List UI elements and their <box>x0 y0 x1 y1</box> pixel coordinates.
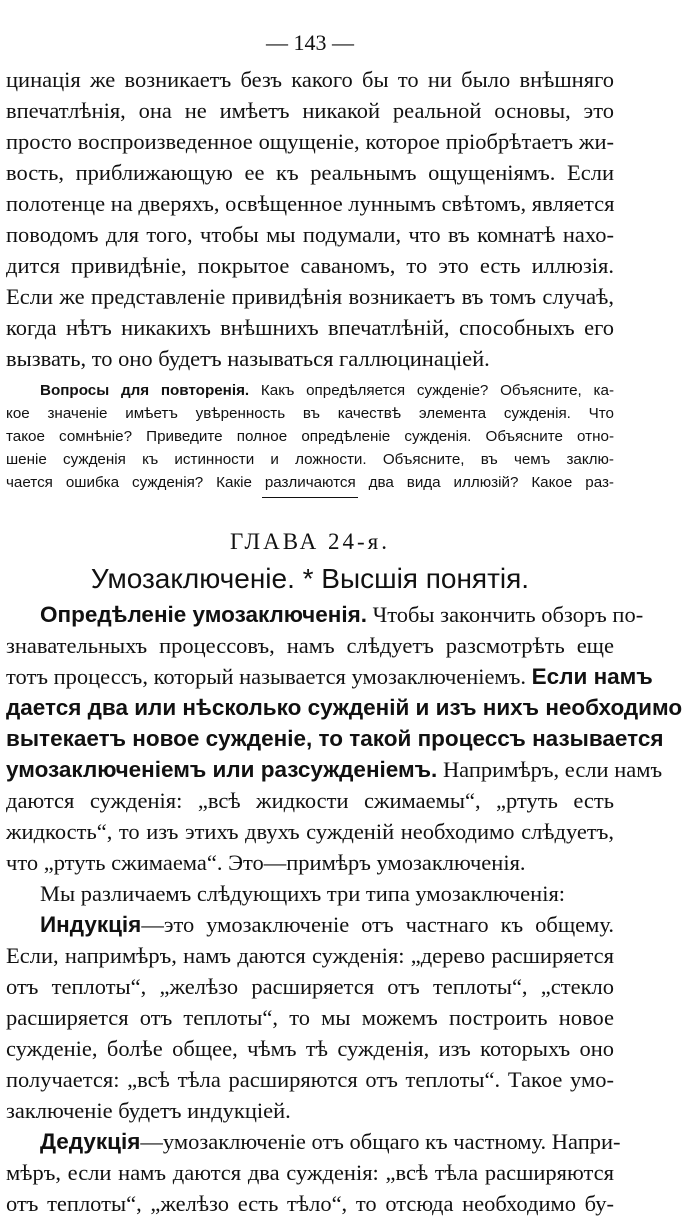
text-line: что „ртуть сжимаема“. Это—примѣръ умозаключенія. <box>6 850 526 875</box>
text-line: отъ теплоты“, „желѣзо расширяется отъ теплоты“, „стекло <box>6 974 614 999</box>
page-number: — 143 — <box>266 30 354 55</box>
questions-heading: Вопросы для повторенія. <box>40 382 250 399</box>
induction-heading: Индукція <box>40 912 142 937</box>
deduction-heading: Дедукція <box>40 1129 141 1154</box>
text-line: расширяется отъ теплоты“, то мы можемъ построить новое <box>6 1005 614 1030</box>
text-line: заключеніе будетъ индукціей. <box>6 1098 291 1123</box>
text-line: дится привидѣніе, покрытое саваномъ, то это есть иллюзія. <box>6 253 614 278</box>
text-line: Если, напримѣръ, намъ даются сужденія: „дерево расширяется <box>6 943 614 968</box>
questions-line: шеніе сужденія къ истинности и ложности. Объясните, въ чемъ заклю- <box>6 451 614 468</box>
questions-line: чается ошибка сужденія? Какіе различаются два вида иллюзій? Какое раз- <box>6 474 614 491</box>
section-divider <box>262 497 358 498</box>
chapter-title: Умозаключеніе. * Высшія понятія. <box>90 563 530 594</box>
text-line: впечатлѣнія, она не имѣетъ никакой реальной основы, это <box>6 98 614 123</box>
text-line: поводомъ для того, чтобы мы подумали, что въ комнатѣ нахо- <box>6 222 614 247</box>
questions-line: Вопросы для повторенія. Какъ опредѣляется сужденіе? Объясните, ка- <box>40 382 614 399</box>
text-line: тотъ процессъ, который называется умозаключеніемъ. Если намъ <box>6 664 653 689</box>
text-line: вытекаетъ новое сужденіе, то такой процессъ называется <box>6 726 664 751</box>
text-line: дается два или нѣсколько сужденій и изъ нихъ необходимо <box>6 695 682 720</box>
text-line: получается: „всѣ тѣла расширяются отъ теплоты“. Такое умо- <box>6 1067 614 1092</box>
text-line: вызвать, то оно будетъ называться галлюцинаціей. <box>6 346 490 371</box>
definition-heading: Опредѣленіе умозаключенія. <box>40 602 367 627</box>
text-line: цинація же возникаетъ безъ какого бы то ни было внѣшняго <box>6 67 614 92</box>
text-line: умозаключеніемъ или разсужденіемъ. Напримѣръ, если намъ <box>6 757 663 782</box>
text-line: полотенце на дверяхъ, освѣщенное луннымъ свѣтомъ, является <box>6 191 615 216</box>
text-line: мѣръ, если намъ даются два сужденія: „всѣ тѣла расширяются <box>6 1160 614 1185</box>
text-line: даются сужденія: „всѣ жидкости сжимаемы“, „ртуть есть <box>6 788 614 813</box>
text-line: отъ теплоты“, „желѣзо есть тѣло“, то отсюда необходимо бу- <box>6 1191 614 1216</box>
questions-line: такое сомнѣніе? Приведите полное опредѣленіе сужденія. Объясните отно- <box>6 428 614 445</box>
text-line: жидкость“, то изъ этихъ двухъ сужденій необходимо слѣдуетъ, <box>6 819 614 844</box>
text-line: Опредѣленіе умозаключенія. Чтобы закончить обзоръ по- <box>40 602 644 627</box>
chapter-label: ГЛАВА 24-я. <box>229 529 391 554</box>
text-line: когда нѣтъ никакихъ внѣшнихъ впечатлѣній, способныхъ его <box>6 315 614 340</box>
text-line: знавательныхъ процессовъ, намъ слѣдуетъ разсмотрѣть еще <box>6 633 614 658</box>
text-line: сужденіе, болѣе общее, чѣмъ тѣ сужденія, изъ которыхъ оно <box>6 1036 614 1061</box>
text-line: Если же представленіе привидѣнія возникаетъ въ томъ случаѣ, <box>6 284 614 309</box>
text-line: вость, приближающую ее къ реальнымъ ощущеніямъ. Если <box>6 160 614 185</box>
questions-line: кое значеніе имѣетъ увѣренность въ качествѣ элемента сужденія. Что <box>6 405 614 422</box>
text-line: Дедукція—умозаключеніе отъ общаго къ частному. Напри- <box>40 1129 621 1154</box>
text-line: просто воспроизведенное ощущеніе, которое пріобрѣтаетъ жи- <box>6 129 614 154</box>
text-line: Мы различаемъ слѣдующихъ три типа умозаключенія: <box>40 881 566 906</box>
text-line: Индукція—это умозаключеніе отъ частнаго къ общему. <box>40 912 614 937</box>
